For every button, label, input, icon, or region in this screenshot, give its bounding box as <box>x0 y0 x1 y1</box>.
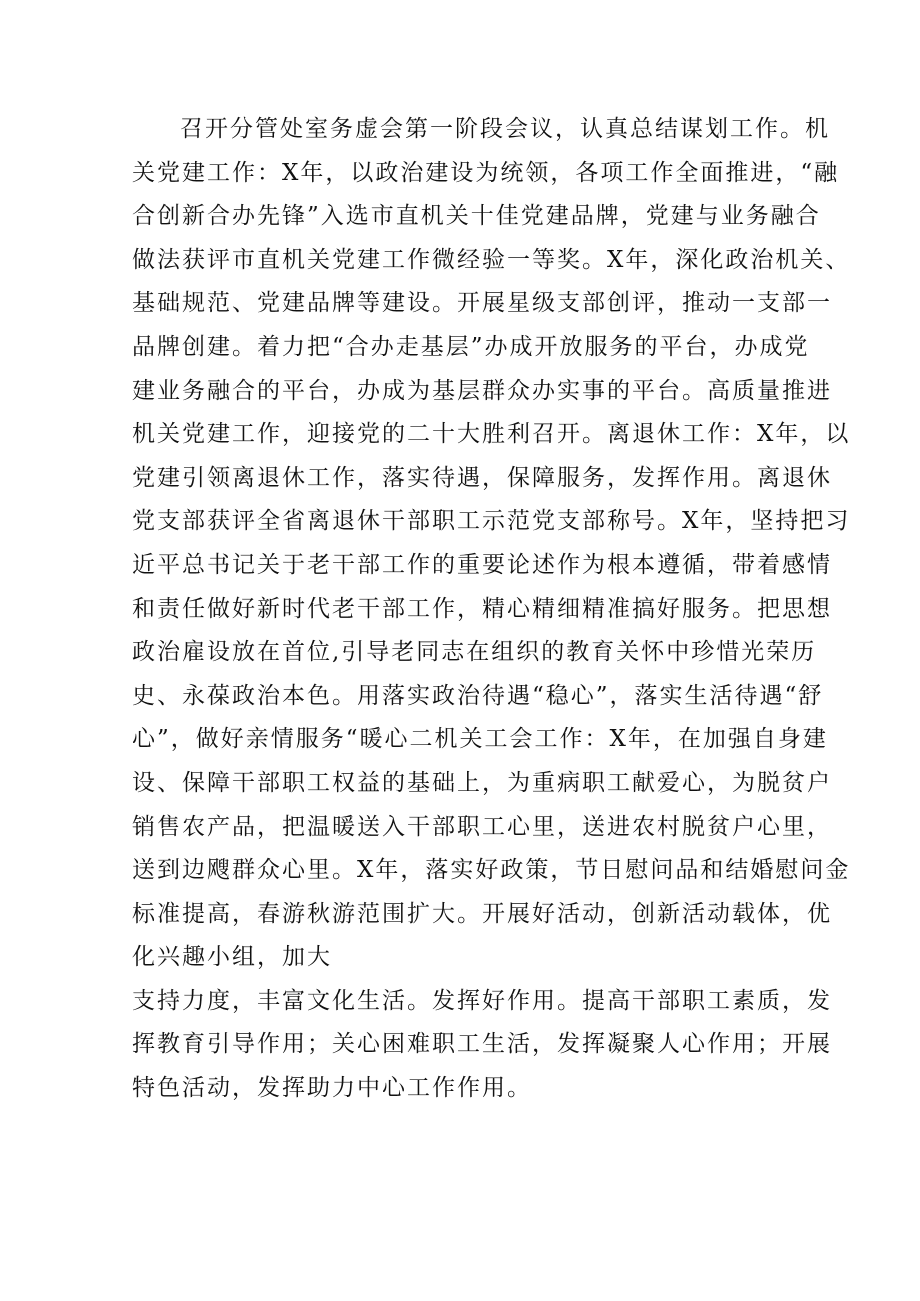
text-line: 召开分管处室务虚会第一阶段会议，认真总结谋划工作。机 <box>180 116 830 142</box>
text-line: 机关党建工作，迎接党的二十大胜利召开。离退休工作：X年，以 <box>132 421 851 448</box>
text-line: 近平总书记关于老干部工作的重要论述作为根本遵循，带着感情 <box>132 551 832 578</box>
text-line: 政治雇设放在首位,引导老同志在组织的教育关怀中珍惜光荣历 <box>132 639 817 666</box>
text-line: 做法获评市直机关党建工作微经验一等奖。X年，深化政治机关、 <box>132 246 851 273</box>
body-paragraph <box>132 108 851 1111</box>
text-line: 基础规范、党建品牌等建设。开展星级支部创评，推动一支部一 <box>132 290 832 317</box>
text-line: 关党建工作：X年，以政治建设为统领，各项工作全面推进，“融 <box>132 159 840 186</box>
text-line: 销售农产品，把温暖送入干部职工心里，送进农村脱贫户心里， <box>132 813 832 840</box>
text-line: 送到边飕群众心里。X年，落实好政策，节日慰问品和结婚慰问金 <box>132 857 851 884</box>
text-line: 建业务融合的平台，办成为基层群众办实事的平台。高质量推进 <box>132 377 832 404</box>
text-line: 党支部获评全省离退休干部职工示范党支部称号。X年，坚持把习 <box>132 508 851 535</box>
text-line: 品牌创建。着力把“合办走基层”办成开放服务的平台，办成党 <box>132 333 810 360</box>
text-line: 挥教育引导作用；关心困难职工生活，发挥凝聚人心作用；开展 <box>132 1031 832 1058</box>
text-line: 特色活动，发挥助力中心工作作用。 <box>132 1075 532 1102</box>
text-line: 心”，做好亲情服务“暖心二机关工会工作：X年，在加强自身建 <box>132 726 828 753</box>
text-line: 合创新合办先锋”入选市直机关十佳党建品牌，党建与业务融合 <box>132 203 821 230</box>
text-line: 标准提高，春游秋游范围扩大。开展好活动，创新活动载体，优 <box>132 900 832 927</box>
text-line: 史、永葆政治本色。用落实政治待遇“稳心”，落实生活待遇“舒 <box>132 682 824 709</box>
text-line: 党建引领离退休工作，落实待遇，保障服务，发挥作用。离退休 <box>132 464 832 491</box>
text-line: 化兴趣小组，加大 <box>132 944 332 971</box>
text-line: 设、保障干部职工权益的基础上，为重病职工献爱心，为脱贫户 <box>132 769 832 796</box>
text-line: 和责任做好新时代老干部工作，精心精细精准搞好服务。把思想 <box>132 595 832 622</box>
text-line: 支持力度，丰富文化生活。发挥好作用。提高干部职工素质，发 <box>132 987 832 1014</box>
